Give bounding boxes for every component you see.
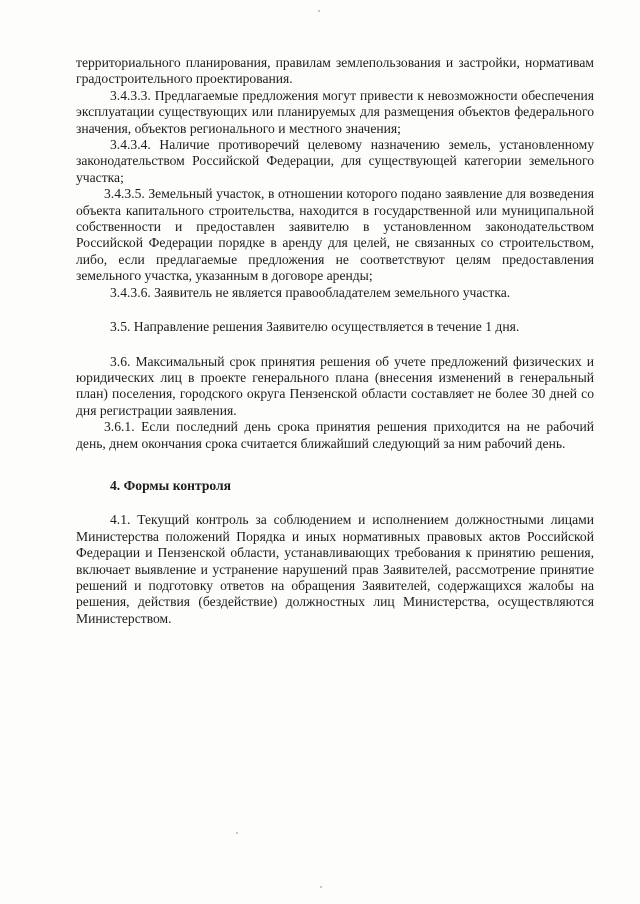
scan-speck [320, 886, 322, 888]
paragraph-3-4-3-3: 3.4.3.3. Предлагаемые предложения могут привести к невозможности обеспечения эксплуатации существующих или планируемых для размещения объектов федерального значения, объектов регионального и местного значения; [76, 87, 594, 136]
scan-speck [318, 10, 320, 12]
paragraph-continuation: территориального планирования, правилам землепользования и застройки, нормативам градостроительного проектирования. [76, 55, 594, 87]
paragraph-3-4-3-4: 3.4.3.4. Наличие противоречий целевому назначению земель, установленному законодательством Российской Федерации, для существующей категории земельного участка; [76, 137, 594, 185]
section-heading: 4. Формы контроля [110, 477, 231, 493]
paragraph-3-6: 3.6. Максимальный срок принятия решения об учете предложений физических и юридических лиц в проекте генерального плана (внесения изменений в генеральный план) поселения, городского округа Пензенской области составляет не более 30 дней со дня регистрации заявления. [76, 353, 594, 418]
paragraph-3-5: 3.5. Направление решения Заявителю осуществляется в течение 1 дня. [110, 319, 520, 335]
paragraph-4-1: 4.1. Текущий контроль за соблюдением и исполнением должностными лицами Министерства положений Порядка и иных нормативных правовых актов Российской Федерации и Пензенской области, устанавливающих требования к принятию решения, включает выявление и устранение нарушений прав Заявителей, рассмотрение принятие решений и подготовку ответов на обращения Заявителей, содержащихся жалобы на решения, действия (бездействие) должностных лиц Министерства, осуществляются Министерством. [76, 512, 594, 626]
paragraph-3-6-1: 3.6.1. Если последний день срока принятия решения приходится на не рабочий день, днем окончания срока считается ближайший следующий за ним рабочий день. [76, 419, 594, 451]
paragraph-3-4-3-5: 3.4.3.5. Земельный участок, в отношении которого подано заявление для возведения объекта капитального строительства, находится в государственной или муниципальной собственности и предоставлен заявителю в установленном законодательством Российской Федерации порядке в аренду для целей, не связанных со строительством, либо, если предлагаемые предложения не соответствуют целям предоставления земельного участка, указанным в договоре аренды; [76, 186, 594, 284]
paragraph-3-4-3-6: 3.4.3.6. Заявитель не является правообладателем земельного участка. [110, 284, 511, 300]
scan-speck [236, 832, 238, 834]
document-body [76, 55, 594, 627]
